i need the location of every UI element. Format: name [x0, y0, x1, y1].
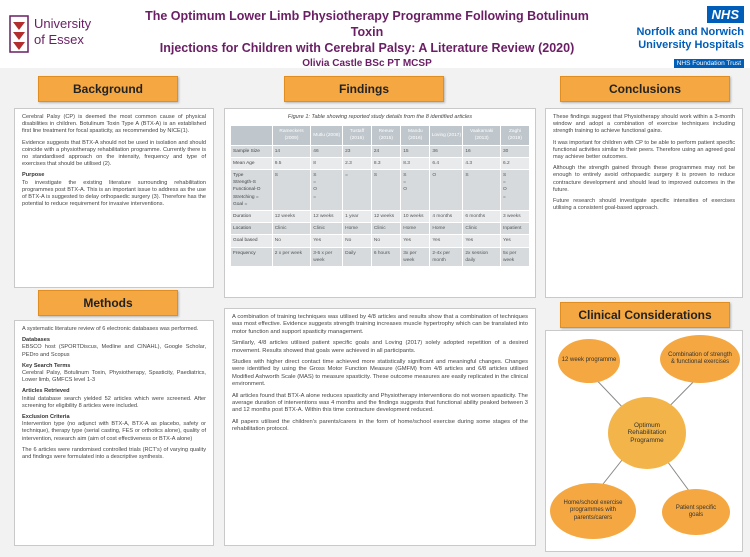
table-header-cell: Rameckers (2009): [272, 126, 311, 145]
keysearch-text: Cerebral Palsy, Botulinum Toxin, Physiotherapy, Spasticity, Paediatrics, Lower limb, GMFCS level 1-3: [22, 370, 206, 384]
table-cell: 24: [371, 145, 400, 157]
exclusion-label: Exclusion Criteria: [22, 414, 70, 421]
findings-text-panel: [224, 308, 536, 546]
table-cell: Yes: [430, 235, 463, 247]
table-cell: Clinic: [463, 223, 501, 235]
table-cell: 3-5 x per week: [311, 247, 343, 266]
table-cell: 8.3: [371, 157, 400, 169]
findings-p3: Studies with higher direct contact time achieved more statistically significant and meaningful changes. Changes were identified by using the Gross Motor Function Measure (GMFM) from 4/8 articles and 6/8 articles utilised Modified Ashworth Scale (MAS) to measure spasticity. These outcome measures are easily replicated in the clinical environment.: [232, 359, 528, 388]
table-cell: No: [371, 235, 400, 247]
nhs-trust-logo: [604, 6, 744, 70]
table-row: [231, 223, 530, 235]
poster-title: The Optimum Lower Limb Physiotherapy Programme Following Botulinum Toxin Injections for Children with Cerebral Palsy: A Literature Review (2020): [145, 9, 589, 55]
findings-table: [230, 125, 530, 267]
essex-crest-icon: [8, 14, 30, 54]
articles-text: Initial database search yielded 52 articles which were screened. After screening for eligibility 8 articles were included.: [22, 395, 206, 409]
table-cell: 8: [311, 157, 343, 169]
findings-table-panel: [224, 108, 536, 298]
university-of-essex-logo: [8, 6, 120, 62]
table-cell: No: [343, 235, 372, 247]
poster-author: Olivia Castle BSc PT MCSP: [302, 58, 432, 69]
findings-table-body: [231, 145, 530, 266]
table-cell: 2 x per week: [272, 247, 311, 266]
table-cell: S = O =: [311, 170, 343, 211]
table-cell: 12 weeks: [272, 211, 311, 223]
table-row-label: Location: [231, 223, 273, 235]
table-cell: 6.4: [430, 157, 463, 169]
table-cell: O: [430, 170, 463, 211]
databases-label: Databases: [22, 337, 50, 344]
table-cell: 12 weeks: [371, 211, 400, 223]
clinical-considerations-diagram: [545, 330, 743, 552]
table-cell: No: [272, 235, 311, 247]
table-cell: 2x session daily: [463, 247, 501, 266]
table-header-cell: Mandu (2016): [401, 126, 430, 145]
table-cell: Home: [343, 223, 372, 235]
databases-text: EBSCO host (SPORTDiscus, Medline and CINAHL), Google Scholar, PEDro and Scopus: [22, 344, 206, 358]
table-cell: 3x per week: [401, 247, 430, 266]
keysearch-label: Key Search Terms: [22, 362, 71, 369]
table-cell: S = O =: [501, 170, 530, 211]
table-row: [231, 247, 530, 266]
findings-heading: Findings: [284, 76, 444, 102]
background-p2: Evidence suggests that BTX-A should not be used in isolation and should coincide with a physiotherapy rehabilitation programme. Currently there is no standardised approach on the intensity, frequency and type of exercises that should be utilised (2).: [22, 139, 206, 168]
methods-p2: The 6 articles were randomised controlled trials (RCT's) of varying quality and findings were formulated into a descriptive synthesis.: [22, 446, 206, 461]
purpose-label: Purpose: [22, 172, 45, 179]
table-header-row: [231, 126, 530, 145]
conclusions-p3: Although the strength gained through these programmes may not be enough to entirely avoid orthopaedic surgery it is proven to reduce contracture development and should lead to improved outcomes in the future.: [553, 165, 735, 193]
table-cell: Clinic: [371, 223, 400, 235]
table-cell: 4 months: [430, 211, 463, 223]
background-panel: [14, 108, 214, 288]
table-header-cell: [231, 126, 273, 145]
node-combination-exercises: Combination of strength & functional exercises: [660, 335, 740, 383]
findings-p5: All papers utilised the children's parents/carers in the form of home/school exercise during some stages of the rehabilitation protocol.: [232, 418, 528, 433]
conclusions-p2: It was important for children with CP to be able to perform patient specific functional activities similar to their peers. Therefore using an agreed goal may achieve better outcomes.: [553, 139, 735, 161]
table-cell: 3 weeks: [501, 211, 530, 223]
table-header-cell: Loving (2017): [430, 126, 463, 145]
node-optimum-rehab-programme: Optimum Rehabilitation Programme: [608, 397, 686, 469]
table-row-label: Sample Size: [231, 145, 273, 157]
table-cell: S: [463, 170, 501, 211]
table-row: [231, 170, 530, 211]
table-cell: Clinic: [272, 223, 311, 235]
table-cell: 6 hours: [371, 247, 400, 266]
findings-p2: Similarly, 4/8 articles utilised patient specific goals and Loving (2017) solely adopted repetition of a desired movement. Results showed that goals were achieved in all participants.: [232, 340, 528, 354]
conclusions-p4: Future research should investigate specific intensities of exercises utilising a consistent goal-based approach.: [553, 198, 735, 212]
exclusion-text: Intervention type (no adjunct with BTX-A, BTX-A as placebo, safety or technique), therapy type (serial casting, FES or orthotics alone), quality of intervention, research aim (aim of cost effectiveness or BTX-A alone): [22, 421, 206, 442]
table-cell: 9.5: [272, 157, 311, 169]
background-p3: To investigate the existing literature surrounding rehabilitation programmes post BTX-A. This is an important issue to address as the use of BTX-A is suggested to delay orthopaedic surgery (3). Therefore has the potential to reduce requirement for invasive interventions.: [22, 179, 206, 208]
table-row: [231, 211, 530, 223]
findings-p4: All articles found that BTX-A alone reduces spasticity and Physiotherapy interventions do not worsen spasticity. The average duration of interventions was 4 months and the findings suggests that functional ability peaked between 3 and 12 months post BTX-A. Within this time contracture development reduced.: [232, 392, 528, 414]
table-cell: Home: [430, 223, 463, 235]
table-cell: 46: [311, 145, 343, 157]
background-heading: Background: [38, 76, 178, 102]
table-cell: 2-4x per month: [430, 247, 463, 266]
table-cell: 8.3: [401, 157, 430, 169]
poster-title-block: [128, 8, 606, 69]
methods-p1: A systematic literature review of 6 electronic databases was performed.: [22, 326, 199, 332]
methods-panel: [14, 320, 214, 546]
articles-label: Articles Retrieved: [22, 388, 70, 395]
conclusions-p1: These findings suggest that Physiotherapy should work within a 3-month window and adopt a combination of exercise techniques including strength training to achieve functional gains.: [553, 114, 735, 135]
table-cell: =: [343, 170, 372, 211]
node-12-week-programme: 12 week programme: [558, 339, 620, 383]
table-cell: Yes: [401, 235, 430, 247]
table-cell: Yes: [501, 235, 530, 247]
table-header-cell: Reeuw (2015): [371, 126, 400, 145]
table-cell: 4.3: [463, 157, 501, 169]
table-cell: 15: [401, 145, 430, 157]
table-cell: 30: [501, 145, 530, 157]
table-cell: S = O: [401, 170, 430, 211]
table-cell: 16: [463, 145, 501, 157]
table-row-label: Goal based: [231, 235, 273, 247]
table-cell: S: [272, 170, 311, 211]
findings-p1: A combination of training techniques was utilised by 4/8 articles and results show that a combination of techniques was most effective. Evidence suggests strength training increases muscle hypertrophy which can be translated into motor function and support spasticity management.: [232, 314, 528, 335]
table-row: [231, 145, 530, 157]
nhs-badge: NHS: [707, 6, 744, 23]
node-patient-specific-goals: Patient specific goals: [662, 489, 730, 535]
table-row: [231, 235, 530, 247]
conclusions-panel: [545, 108, 743, 298]
table-row-label: Duration: [231, 211, 273, 223]
table-header-cell: Zaghi (2019): [501, 126, 530, 145]
clinical-considerations-heading: Clinical Considerations: [560, 302, 730, 328]
table-cell: 36: [430, 145, 463, 157]
conclusions-heading: Conclusions: [560, 76, 730, 102]
table-cell: 2.3: [343, 157, 372, 169]
table-cell: 1 year: [343, 211, 372, 223]
table-cell: S: [371, 170, 400, 211]
table-cell: Yes: [311, 235, 343, 247]
findings-table-caption: Figure 1: Table showing reported study details from the 8 identified articles: [287, 114, 473, 120]
node-home-school-exercise: Home/school exercise programmes with parents/carers: [550, 483, 636, 539]
table-cell: 10 weeks: [401, 211, 430, 223]
table-cell: 14: [272, 145, 311, 157]
poster-header: [0, 0, 750, 68]
foundation-trust-label: NHS Foundation Trust: [674, 59, 744, 68]
table-header-cell: Tustaff (2016): [343, 126, 372, 145]
table-cell: 5x per week: [501, 247, 530, 266]
table-cell: Clinic: [311, 223, 343, 235]
table-cell: Yes: [463, 235, 501, 247]
table-header-cell: Vaakamaki (2013): [463, 126, 501, 145]
essex-logo-text: University of Essex: [34, 16, 92, 47]
background-p1: Cerebral Palsy (CP) is deemed the most common cause of physical disabilities in children. Botulinum Toxin Type A (BTX-A) is an established first line treatment for focal spasticity, as recommended by NICE(1).: [22, 114, 206, 135]
table-cell: Inpatient: [501, 223, 530, 235]
table-cell: 12 weeks: [311, 211, 343, 223]
table-row-label: Type Strength-S Functional-O Stretching = Goal =: [231, 170, 273, 211]
table-cell: Daily: [343, 247, 372, 266]
methods-heading: Methods: [38, 290, 178, 316]
table-row-label: Frequency: [231, 247, 273, 266]
table-cell: 6 months: [463, 211, 501, 223]
table-cell: 23: [343, 145, 372, 157]
trust-name: Norfolk and Norwich University Hospitals: [636, 26, 744, 51]
table-row-label: Mean Age: [231, 157, 273, 169]
table-cell: 6.2: [501, 157, 530, 169]
table-cell: Home: [401, 223, 430, 235]
table-row: [231, 157, 530, 169]
table-header-cell: Mutlu (2008): [311, 126, 343, 145]
